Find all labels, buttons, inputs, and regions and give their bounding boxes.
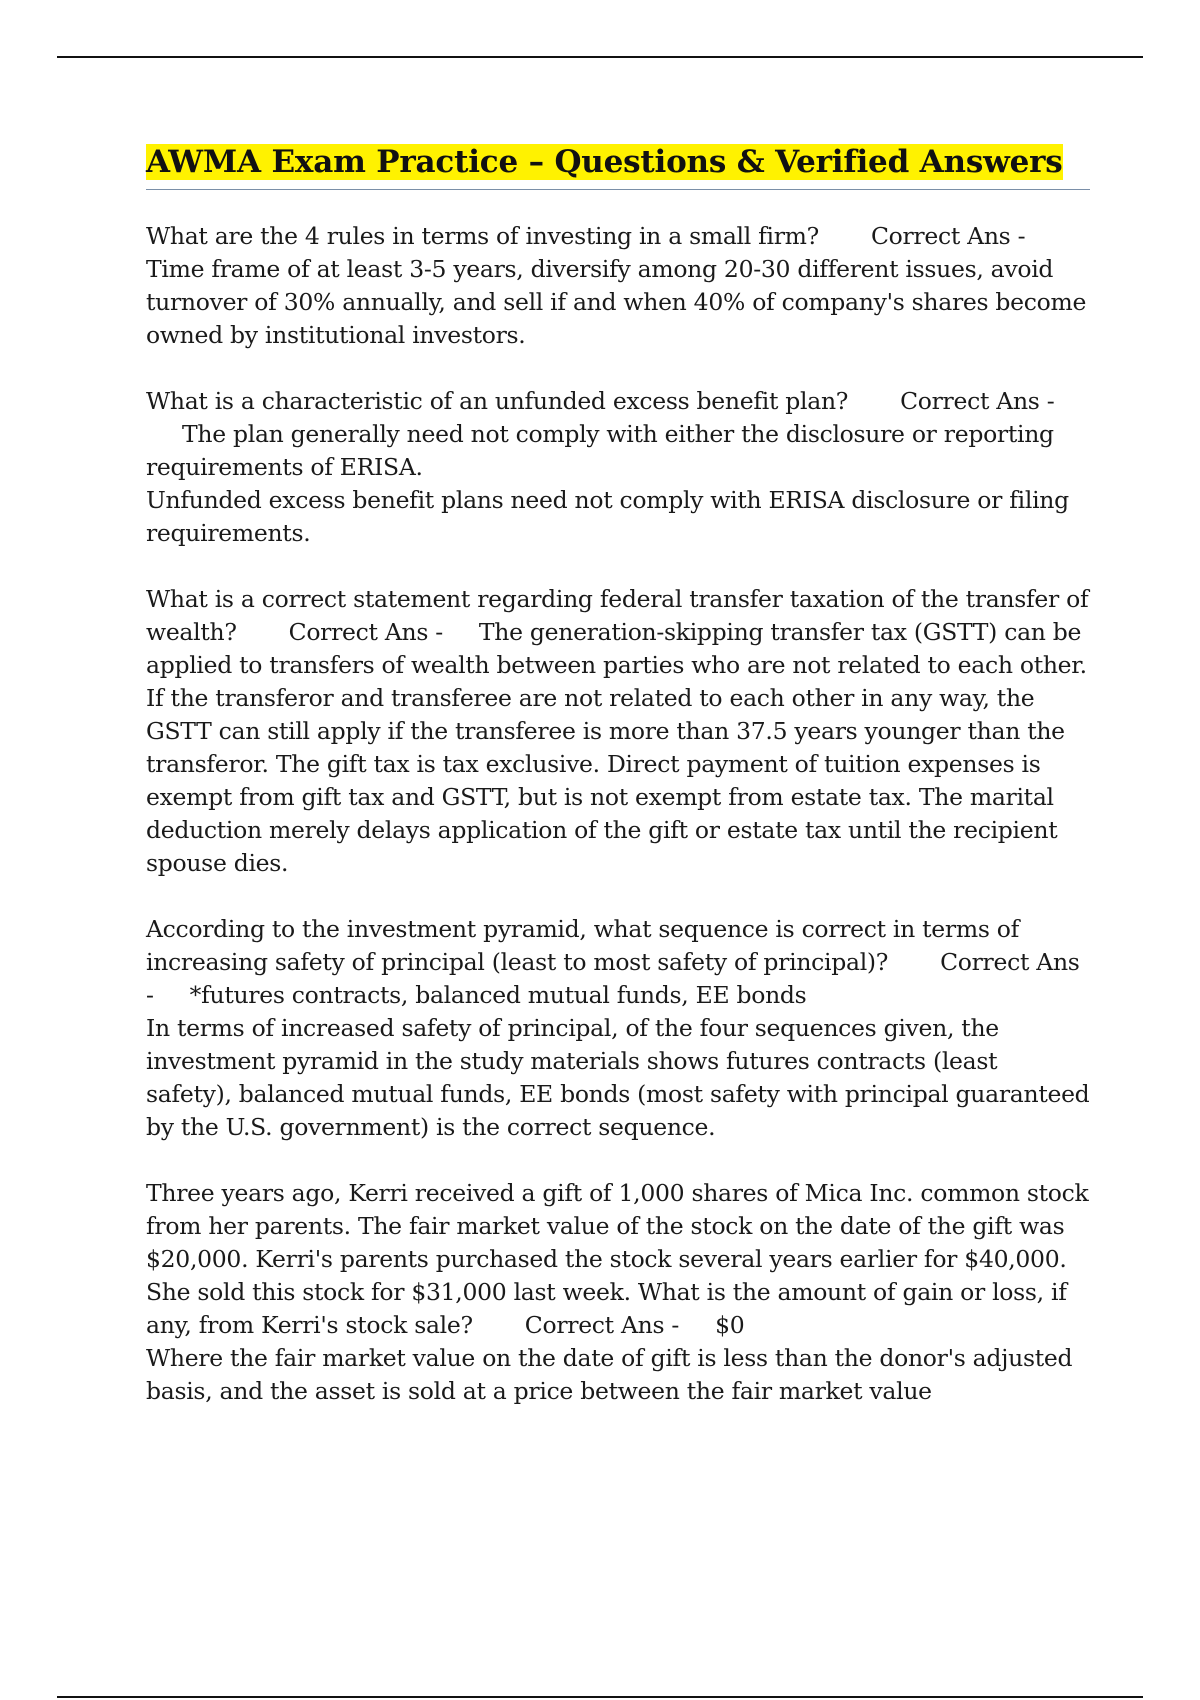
qa-item-3 <box>146 583 1090 880</box>
answer-text: Time frame of at least 3-5 years, diversify among 20-30 different issues, avoid turnover of 30% annually, and sell if and when 40% of company's shares become owned by institutional investors. <box>146 254 1087 349</box>
qa-item-2 <box>146 385 1090 550</box>
qa-paragraph <box>146 583 1090 682</box>
answer-marker: Correct Ans - <box>870 221 1026 250</box>
title-block <box>146 143 1090 190</box>
document-body <box>146 143 1090 1441</box>
question-text: According to the investment pyramid, what sequence is correct in terms of increasing safety of principal (least to most safety of principal)? <box>146 914 1019 976</box>
answer-marker: Correct Ans - <box>288 617 443 646</box>
answer-text: $0 <box>715 1310 745 1339</box>
question-text: What is a correct statement regarding federal transfer taxation of the transfer of wealth? <box>146 584 1089 646</box>
answer-text: *futures contracts, balanced mutual funds, EE bonds <box>189 980 807 1009</box>
qa-paragraph <box>146 1177 1090 1342</box>
qa-paragraph <box>146 385 1090 484</box>
bottom-rule <box>57 1696 1143 1698</box>
answer-text: The plan generally need not comply with either the disclosure or reporting requirements of ERISA. <box>146 419 1054 481</box>
answer-marker: Correct Ans - <box>146 947 1080 1009</box>
explanation-text: In terms of increased safety of principal, of the four sequences given, the investment pyramid in the study materials shows futures contracts (least safety), balanced mutual funds, EE bonds (most safety with principal guaranteed by the U.S. government) is the correct sequence. <box>146 1013 1090 1141</box>
question-text: What is a characteristic of an unfunded excess benefit plan? <box>146 386 849 415</box>
top-rule <box>57 56 1143 58</box>
qa-item-4 <box>146 913 1090 1144</box>
document-title: AWMA Exam Practice – Questions & Verified Answers <box>146 144 1063 180</box>
qa-item-1 <box>146 220 1090 352</box>
explanation-text: If the transferor and transferee are not related to each other in any way, the GSTT can still apply if the transferee is more than 37.5 years younger than the transferor. The gift tax is tax exclusive. Direct payment of tuition expenses is exempt from gift tax and GSTT, but is not exempt from estate tax. The marital deduction merely delays application of the gift or estate tax until the recipient spouse dies. <box>146 683 1065 877</box>
question-text: Three years ago, Kerri received a gift of 1,000 shares of Mica Inc. common stock from her parents. The fair market value of the stock on the date of the gift was $20,000. Kerri's parents purchased the stock several years earlier for $40,000. She sold this stock for $31,000 last week. What is the amount of gain or loss, if any, from Kerri's stock sale? <box>146 1178 1089 1339</box>
qa-paragraph <box>146 913 1090 1012</box>
explanation-text: Where the fair market value on the date of gift is less than the donor's adjusted basis, and the asset is sold at a price between the fair market value <box>146 1343 1073 1405</box>
explanation-text: Unfunded excess benefit plans need not comply with ERISA disclosure or filing requirements. <box>146 485 1069 547</box>
question-text: What are the 4 rules in terms of investing in a small firm? <box>146 221 819 250</box>
answer-text: The generation-skipping transfer tax (GSTT) can be applied to transfers of wealth between parties who are not related to each other. <box>146 617 1087 679</box>
qa-paragraph <box>146 220 1090 352</box>
qa-item-5 <box>146 1177 1090 1408</box>
answer-marker: Correct Ans - <box>900 386 1055 415</box>
answer-marker: Correct Ans - <box>524 1310 680 1339</box>
